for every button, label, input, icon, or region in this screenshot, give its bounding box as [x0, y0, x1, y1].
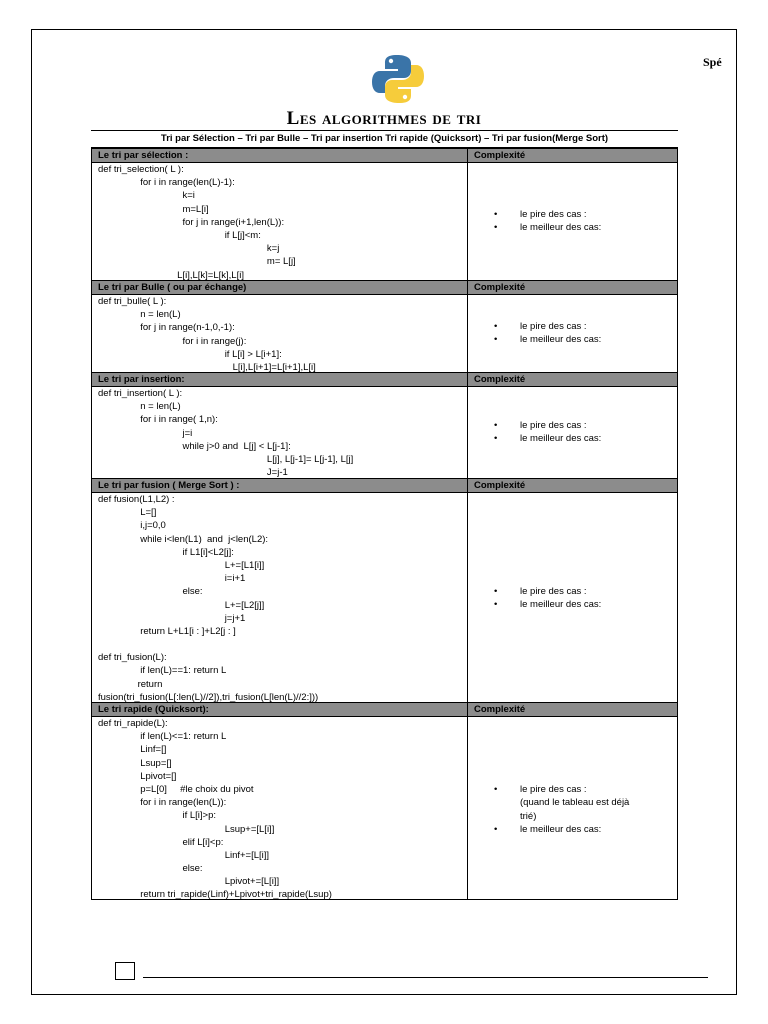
code-line: elif L[i]<p:	[98, 836, 224, 848]
column-divider	[467, 703, 468, 899]
code-block	[98, 387, 353, 479]
section-heading: Le tri par fusion ( Merge Sort ) :	[98, 480, 240, 491]
complexity-list	[494, 320, 601, 347]
page-title: Les algorithmes de tri	[286, 108, 482, 129]
code-line: L[j], L[j-1]= L[j-1], L[j]	[98, 453, 354, 465]
section-selection	[91, 148, 678, 281]
code-line: L+=[L2[j]]	[98, 599, 265, 611]
code-line: Linf+=[L[i]]	[98, 849, 270, 861]
complexity-heading: Complexité	[474, 374, 526, 385]
code-line: while j>0 and L[j] < L[j-1]:	[98, 440, 291, 452]
section-rapide	[91, 702, 678, 900]
section-header	[92, 373, 677, 387]
page-subtitle: Tri par Sélection – Tri par Bulle – Tri par insertion Tri rapide (Quicksort) – Tri par fusion(Merge Sort)	[91, 130, 678, 148]
code-line	[98, 638, 318, 651]
code-line: j=i	[98, 427, 193, 439]
section-heading: Le tri rapide (Quicksort):	[98, 704, 209, 715]
code-line: if L1[i]<L2[j]:	[98, 546, 234, 558]
list-item: • le pire des cas :	[494, 586, 587, 597]
list-item-note: trié)	[520, 810, 537, 822]
complexity-list	[494, 208, 601, 235]
code-line: else:	[98, 586, 203, 598]
list-item: • le pire des cas :	[494, 209, 587, 220]
column-divider	[467, 281, 468, 372]
complexity-list	[494, 419, 601, 446]
list-item: • le pire des cas :	[494, 321, 587, 332]
section-heading: Le tri par sélection :	[98, 150, 189, 161]
section-heading: Le tri par insertion:	[98, 374, 185, 385]
code-line: Lpivot+=[L[i]]	[98, 876, 280, 888]
code-line: if len(L)==1: return L	[98, 665, 227, 677]
code-line: L+=[L1[i]]	[98, 559, 265, 571]
code-line: def fusion(L1,L2) :	[98, 494, 175, 505]
complexity-heading: Complexité	[474, 150, 526, 161]
code-line: if L[i]>p:	[98, 810, 216, 822]
code-block	[98, 295, 316, 374]
code-line: n = len(L)	[98, 309, 181, 321]
code-line: i,j=0,0	[98, 520, 166, 532]
code-line: k=i	[98, 190, 195, 202]
code-line: else:	[98, 863, 203, 875]
page-number-box	[115, 962, 135, 980]
section-insertion	[91, 372, 678, 479]
code-line: J=j-1	[98, 467, 288, 479]
complexity-list	[494, 585, 601, 612]
code-line: def tri_fusion(L):	[98, 652, 167, 664]
code-line: for i in range(len(L)):	[98, 797, 227, 809]
section-bulle	[91, 280, 678, 373]
code-line: p=L[0] #le choix du pivot	[98, 783, 254, 795]
list-item: • le meilleur des cas:	[494, 334, 602, 346]
code-line: return L+L1[i : ]+L2[j : ]	[98, 625, 236, 637]
section-fusion	[91, 478, 678, 703]
list-item: • le pire des cas :	[494, 420, 587, 431]
code-line: k=j	[98, 243, 280, 255]
code-line: m=L[i]	[98, 203, 209, 215]
code-line: Linf=[]	[98, 744, 167, 756]
complexity-heading: Complexité	[474, 282, 526, 293]
section-header	[92, 281, 677, 295]
code-block	[98, 493, 318, 704]
code-line: return	[98, 678, 163, 690]
code-line: fusion(tri_fusion(L[:len(L)//2]),tri_fusion(L[len(L)//2:]))	[98, 691, 319, 703]
code-line: def tri_insertion( L ):	[98, 388, 183, 399]
footer-line	[143, 977, 708, 978]
code-line: if L[i] > L[i+1]:	[98, 348, 282, 360]
list-item-note: (quand le tableau est déjà	[520, 797, 630, 809]
code-line: i=i+1	[98, 573, 246, 585]
section-heading: Le tri par Bulle ( ou par échange)	[98, 282, 247, 293]
code-line: m= L[j]	[98, 256, 296, 268]
class-label: Spé	[703, 55, 722, 69]
list-item: • le pire des cas :	[494, 784, 587, 795]
code-line: while i<len(L1) and j<len(L2):	[98, 533, 269, 545]
code-line: def tri_selection( L ):	[98, 164, 184, 175]
code-line: def tri_rapide(L):	[98, 718, 168, 729]
code-block	[98, 717, 332, 902]
python-logo-icon	[370, 53, 426, 105]
complexity-heading: Complexité	[474, 704, 526, 715]
code-line: L[i],L[i+1]=L[i+1],L[i]	[98, 361, 316, 373]
code-block	[98, 163, 296, 282]
code-line: for i in range( 1,n):	[98, 414, 218, 426]
code-line: Lsup+=[L[i]]	[98, 823, 275, 835]
column-divider	[467, 479, 468, 702]
code-line: if len(L)<=1: return L	[98, 731, 227, 743]
code-line: for i in range(len(L)-1):	[98, 177, 235, 189]
code-line: L[i],L[k]=L[k],L[i]	[98, 269, 244, 281]
code-line: return tri_rapide(Linf)+Lpivot+tri_rapide(Lsup)	[98, 889, 332, 901]
section-header	[92, 149, 677, 163]
list-item: • le meilleur des cas:	[494, 823, 602, 835]
code-line: for i in range(j):	[98, 335, 247, 347]
code-line: if L[j]<m:	[98, 229, 261, 241]
code-line: Lpivot=[]	[98, 770, 177, 782]
list-item: • le meilleur des cas:	[494, 599, 602, 611]
column-divider	[467, 149, 468, 280]
code-line: Lsup=[]	[98, 757, 172, 769]
code-line: j=j+1	[98, 612, 246, 624]
section-header	[92, 479, 677, 493]
complexity-heading: Complexité	[474, 480, 526, 491]
code-line: n = len(L)	[98, 401, 181, 413]
section-header	[92, 703, 677, 717]
column-divider	[467, 373, 468, 478]
code-line: for j in range(i+1,len(L)):	[98, 216, 285, 228]
code-line: def tri_bulle( L ):	[98, 296, 167, 307]
code-line: for j in range(n-1,0,-1):	[98, 322, 235, 334]
list-item: • le meilleur des cas:	[494, 222, 602, 234]
code-line: L=[]	[98, 507, 157, 519]
list-item: • le meilleur des cas:	[494, 433, 602, 445]
complexity-list	[494, 783, 629, 836]
